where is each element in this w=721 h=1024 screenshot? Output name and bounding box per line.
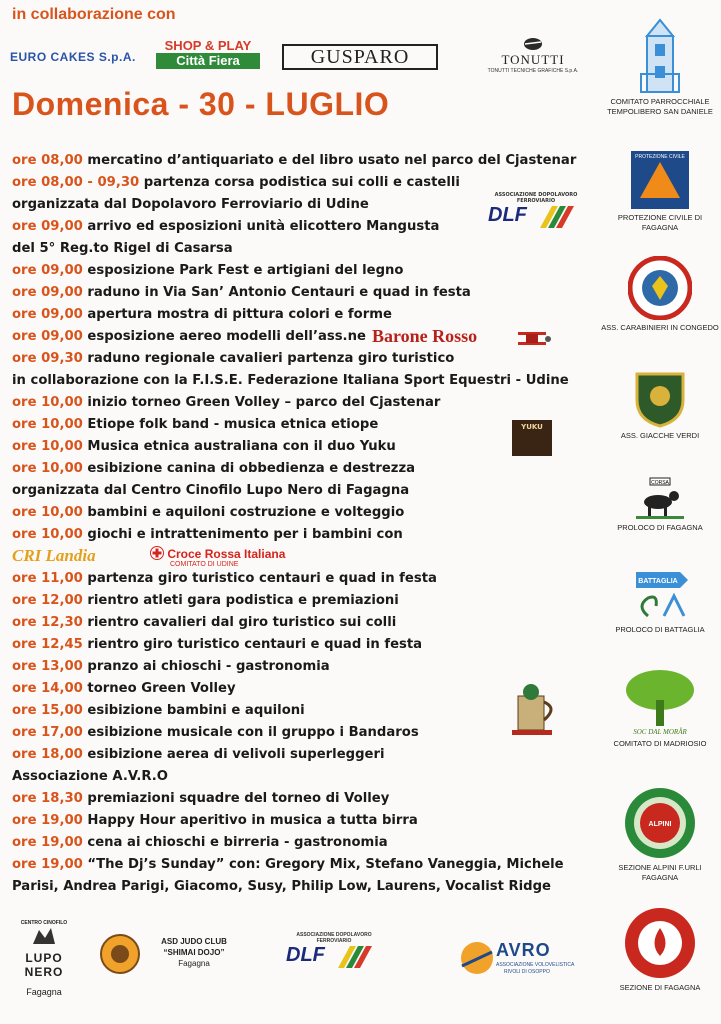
sidebar-caption: COMITATO PARROCCHIALE TEMPOLIBERO SAN DANIELE xyxy=(607,97,713,116)
dlf-footer-mark xyxy=(286,944,382,970)
yuku-text: YUKU xyxy=(521,423,543,431)
sidebar-item-proloco-fagagna xyxy=(600,476,720,533)
alpini-badge-icon xyxy=(623,786,697,860)
schedule-text: del 5° Reg.to Rigel di Casarsa xyxy=(12,241,233,256)
schedule-time: ore 15,00 xyxy=(12,703,83,718)
schedule-line xyxy=(12,788,602,810)
schedule-time: ore 10,00 xyxy=(12,527,83,542)
battaglia-label: BATTAGLIA xyxy=(638,578,678,585)
schedule-text: giochi e intrattenimento per i bambini con xyxy=(87,527,403,542)
church-tower-icon xyxy=(637,14,683,94)
yuku-image xyxy=(512,420,552,456)
schedule-text: raduno regionale cavalieri partenza giro turistico xyxy=(87,351,455,366)
schedule-text: Etiope folk band - musica etnica etiope xyxy=(87,417,379,432)
schedule-time: ore 17,00 xyxy=(12,725,83,740)
schedule-time: ore 09,30 xyxy=(12,351,83,366)
schedule-text: Parisi, Andrea Parigi, Giacomo, Susy, Philip Low, Laurens, Vocalist Ridge xyxy=(12,879,551,894)
schedule-time: ore 18,30 xyxy=(12,791,83,806)
lupo-nero-city: Fagagna xyxy=(26,987,62,997)
giacche-verdi-shield-icon xyxy=(633,370,687,428)
schedule-time: ore 10,00 xyxy=(12,505,83,520)
euro-cakes-logo: EURO CAKES S.p.A. xyxy=(10,50,136,64)
schedule-time: ore 19,00 xyxy=(12,835,83,850)
schedule-text: rientro cavalieri dal giro turistico sui colli xyxy=(87,615,397,630)
protezione-civile-icon xyxy=(630,150,690,210)
cri-landia-logo: CRI Landia xyxy=(12,546,96,565)
schedule-line xyxy=(12,150,602,172)
schedule-list xyxy=(12,150,602,898)
dlf-footer-association: ASSOCIAZIONE DOPOLAVORO FERROVIARIO xyxy=(296,932,372,944)
schedule-line xyxy=(12,260,602,282)
judo-club-logo xyxy=(146,936,242,969)
judo-club-city: Fagagna xyxy=(178,959,210,968)
schedule-line xyxy=(12,590,602,612)
schedule-time: ore 09,00 xyxy=(12,263,83,278)
tonutti-sub: TONUTTI TECNICHE GRAFICHE S.p.A. xyxy=(487,68,579,74)
carabinieri-badge-icon xyxy=(628,256,692,320)
croce-rossa-sub: COMITATO DI UDINE xyxy=(170,561,239,568)
sidebar-caption: SEZIONE DI FAGAGNA xyxy=(619,983,701,992)
shop-play-text: SHOP & PLAY xyxy=(164,38,252,53)
glider-icon xyxy=(460,938,494,978)
barone-rosso-logo: Barone Rosso xyxy=(372,326,478,346)
protezione-badge-text: PROTEZIONE CIVILE xyxy=(635,154,685,160)
schedule-time: ore 12,45 xyxy=(12,637,83,652)
schedule-text: torneo Green Volley xyxy=(87,681,236,696)
schedule-text: mercatino d’antiquariato e del libro usato nel parco del Cjastenar xyxy=(87,153,577,168)
sidebar-item-donatori xyxy=(600,906,720,993)
schedule-time: ore 09,00 xyxy=(12,219,83,234)
schedule-line xyxy=(12,810,602,832)
schedule-time: ore 09,00 xyxy=(12,307,83,322)
schedule-time: ore 12,30 xyxy=(12,615,83,630)
schedule-line xyxy=(12,832,602,854)
biplane-icon xyxy=(512,328,552,352)
schedule-text: “The Dj’s Sunday” con: Gregory Mix, Stefano Vaneggia, Michele xyxy=(87,857,564,872)
judo-club-name: ASD JUDO CLUB xyxy=(161,937,227,946)
schedule-time: ore 11,00 xyxy=(12,571,83,586)
lupo-nero-logo xyxy=(14,920,74,997)
sidebar-caption: PROLOCO DI BATTAGLIA xyxy=(615,625,705,634)
schedule-line xyxy=(12,854,602,876)
schedule-line xyxy=(12,524,602,546)
avro-sub: ASSOCIAZIONE VOLOVELISTICA xyxy=(496,962,575,968)
dlf-footer-text: DLF xyxy=(286,944,325,966)
avro-sub2: RIVOLI DI OSOPPO xyxy=(504,969,550,975)
schedule-text: esposizione Park Fest e artigiani del legno xyxy=(87,263,404,278)
dlf-logo xyxy=(488,192,584,230)
schedule-text: raduno in Via San’ Antonio Centauri e quad in festa xyxy=(87,285,471,300)
collab-label: in collaborazione con xyxy=(12,6,176,23)
schedule-text: esibizione bambini e aquiloni xyxy=(87,703,305,718)
schedule-line xyxy=(12,502,602,524)
judo-club-dojo: “SHIMAI DOJO” xyxy=(163,948,225,957)
schedule-text: organizzata dal Centro Cinofilo Lupo Nero di Fagagna xyxy=(12,483,410,498)
schedule-text: arrivo ed esposizioni unità elicottero Mangusta xyxy=(87,219,440,234)
schedule-time: ore 18,00 xyxy=(12,747,83,762)
donkey-race-icon xyxy=(632,476,688,520)
tonutti-leaf-icon xyxy=(521,34,545,52)
schedule-line xyxy=(12,392,602,414)
schedule-time: ore 08,00 - 09,30 xyxy=(12,175,140,190)
sidebar-caption: PROTEZIONE CIVILE DI FAGAGNA xyxy=(617,213,703,232)
schedule-time: ore 12,00 xyxy=(12,593,83,608)
page-title: Domenica - 30 - LUGLIO xyxy=(12,86,390,122)
bandaros-illustration xyxy=(502,682,562,738)
dlf-association-text: ASSOCIAZIONE DOPOLAVORO FERROVIARIO xyxy=(494,192,578,204)
sidebar-item-madriosio xyxy=(600,666,720,749)
schedule-text: in collaborazione con la F.I.S.E. Federazione Italiana Sport Equestri - Udine xyxy=(12,373,569,388)
schedule-text: bambini e aquiloni costruzione e volteggio xyxy=(87,505,405,520)
schedule-line xyxy=(12,876,602,898)
schedule-line xyxy=(12,282,602,304)
schedule-text: Associazione A.V.R.O xyxy=(12,769,168,784)
schedule-line xyxy=(12,480,602,502)
schedule-text: esibizione canina di obbedienza e destrezza xyxy=(87,461,416,476)
schedule-line xyxy=(12,568,602,590)
schedule-text: rientro atleti gara podistica e premiazioni xyxy=(87,593,399,608)
schedule-text: premiazioni squadre del torneo di Volley xyxy=(87,791,390,806)
corsa-label: CORSA xyxy=(651,480,669,486)
schedule-text: cena ai chioschi e birreria - gastronomia xyxy=(87,835,388,850)
schedule-time: ore 19,00 xyxy=(12,813,83,828)
dlf-text: DLF xyxy=(488,204,527,226)
schedule-time: ore 09,00 xyxy=(12,329,83,344)
red-cross-icon xyxy=(150,546,164,560)
schedule-time: ore 09,00 xyxy=(12,285,83,300)
schedule-text: esibizione aerea di velivoli superleggeri xyxy=(87,747,385,762)
tree-icon xyxy=(620,666,700,736)
schedule-line xyxy=(12,612,602,634)
alpini-badge-text: ALPINI xyxy=(648,821,672,828)
sidebar-caption: SEZIONE ALPINI F.URLI FAGAGNA xyxy=(618,863,702,882)
schedule-line xyxy=(12,656,602,678)
schedule-time: ore 14,00 xyxy=(12,681,83,696)
avro-name: AVRO xyxy=(496,940,551,960)
schedule-line xyxy=(12,370,602,392)
soc-dal-morar-text: SOC DAL MORÂR xyxy=(633,728,687,736)
schedule-line xyxy=(12,458,602,480)
sidebar-caption: ASS. CARABINIERI IN CONGEDO xyxy=(601,323,719,332)
battaglia-logo-icon xyxy=(628,566,692,622)
schedule-time: ore 10,00 xyxy=(12,395,83,410)
schedule-text: partenza giro turistico centauri e quad in festa xyxy=(87,571,437,586)
schedule-text: Happy Hour aperitivo in musica a tutta birra xyxy=(87,813,418,828)
tonutti-name: TONUTTI xyxy=(501,52,565,67)
dlf-footer-stripes-icon xyxy=(334,944,374,970)
schedule-time: ore 13,00 xyxy=(12,659,83,674)
gusparo-logo: GUSPARO xyxy=(282,44,438,70)
schedule-time: ore 10,00 xyxy=(12,417,83,432)
lupo-nero-top: CENTRO CINOFILO xyxy=(20,920,68,926)
croce-rossa-name xyxy=(150,546,285,561)
schedule-line xyxy=(12,238,602,260)
tonutti-logo xyxy=(478,34,588,74)
dlf-mark xyxy=(488,204,584,230)
sidebar-item-comitato-parrocchiale xyxy=(600,14,720,117)
schedule-text: rientro giro turistico centauri e quad in festa xyxy=(87,637,423,652)
sidebar-caption: ASS. GIACCHE VERDI xyxy=(620,431,700,440)
croce-rossa-logo xyxy=(150,546,285,568)
judo-emblem-icon xyxy=(100,934,140,974)
sidebar-item-protezione-civile xyxy=(600,150,720,233)
schedule-time: ore 08,00 xyxy=(12,153,83,168)
schedule-line xyxy=(12,766,602,788)
schedule-text: esibizione musicale con il gruppo i Bandaros xyxy=(87,725,419,740)
schedule-text: organizzata dal Dopolavoro Ferroviario di Udine xyxy=(12,197,369,212)
schedule-line xyxy=(12,744,602,766)
schedule-time: ore 10,00 xyxy=(12,439,83,454)
schedule-text: Musica etnica australiana con il duo Yuku xyxy=(87,439,396,454)
schedule-time: ore 19,00 xyxy=(12,857,83,872)
schedule-line xyxy=(12,172,602,194)
schedule-text: esposizione aereo modelli dell’ass.ne xyxy=(87,329,366,344)
schedule-line xyxy=(12,634,602,656)
sidebar-item-giacche-verdi xyxy=(600,370,720,441)
dlf-footer-logo xyxy=(286,932,382,970)
schedule-text: partenza corsa podistica sui colli e castelli xyxy=(143,175,460,190)
lupo-nero-name: LUPO NERO xyxy=(24,951,64,979)
shop-play-logo xyxy=(156,38,260,69)
wolf-icon xyxy=(29,926,59,946)
citta-fiera-text: Città Fiera xyxy=(156,53,260,69)
sidebar-item-proloco-battaglia xyxy=(600,566,720,635)
blood-donors-badge-icon xyxy=(623,906,697,980)
sidebar-item-carabinieri xyxy=(600,256,720,333)
schedule-time: ore 10,00 xyxy=(12,461,83,476)
schedule-line xyxy=(12,546,602,568)
sidebar-item-alpini xyxy=(600,786,720,883)
croce-rossa-text: Croce Rossa Italiana xyxy=(167,547,286,561)
dlf-stripes-icon xyxy=(536,204,576,230)
schedule-line xyxy=(12,304,602,326)
sidebar-caption: COMITATO DI MADRIOSIO xyxy=(613,739,707,748)
schedule-text: apertura mostra di pittura colori e forme xyxy=(87,307,392,322)
schedule-text: pranzo ai chioschi - gastronomia xyxy=(87,659,330,674)
schedule-text: inizio torneo Green Volley – parco del Cjastenar xyxy=(87,395,441,410)
sidebar-caption: PROLOCO DI FAGAGNA xyxy=(617,523,703,532)
